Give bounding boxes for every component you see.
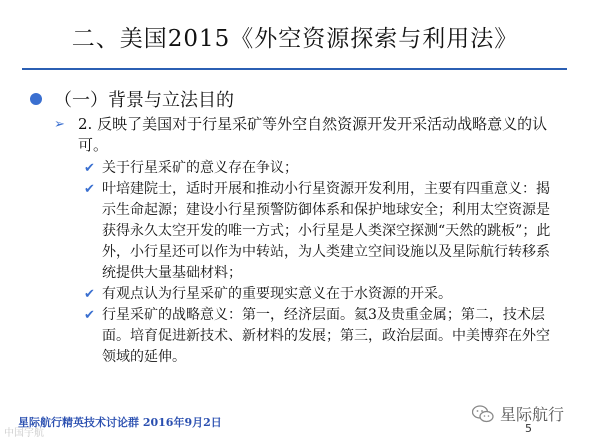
slide-title: 二、美国2015《外空资源探索与利用法》 (71, 26, 519, 52)
list-item (84, 158, 554, 179)
check-list (84, 158, 554, 368)
check-bullet-icon: ✔ (84, 182, 95, 197)
check-bullet-icon: ✔ (84, 287, 95, 302)
list-item (84, 284, 554, 305)
logo-text: 星际航行 (499, 405, 564, 424)
title-divider (22, 68, 567, 70)
check-bullet-icon: ✔ (84, 161, 95, 176)
footer-caption: 星际航行精英技术讨论群 2016年9月2日 (18, 416, 222, 429)
list-item-text: 叶培建院士，适时开展和推动小行星资源开发利用，主要有四重意义：揭示生命起源；建设小行星预警防御体系和保护地球安全；利用太空资源是获得永久太空开发的唯一方式；小行星是人类深空探测“天然的跳板”；此外，小行星还可以作为中转站，为人类建立空间设施以及星际航行转移系统提供大量基础材料； (102, 181, 551, 281)
list-item-text: 行星采矿的战略意义：第一，经济层面。氦3及贵重金属；第二，技术层面。培育促进新技术、新材料的发展；第三，政治层面。中美博弈在外空领域的延伸。 (102, 307, 550, 365)
filled-circle-bullet-icon (30, 93, 42, 105)
list-item-text: 关于行星采矿的意义存在争议； (102, 160, 298, 176)
list-item-text: 有观点认为行星采矿的重要现实意义在于水资源的开采。 (102, 286, 452, 302)
list-item (84, 179, 554, 284)
check-bullet-icon: ✔ (84, 308, 95, 323)
level1-heading (30, 86, 234, 112)
level2-paragraph (54, 114, 554, 156)
chevron-bullet-icon: ➢ (54, 117, 65, 132)
wechat-logo-icon (472, 405, 494, 423)
level2-text: 2. 反映了美国对于行星采矿等外空自然资源开发开采活动战略意义的认可。 (78, 115, 548, 154)
watermark: 中国宇航 (4, 428, 44, 439)
page-number: 5 (525, 422, 532, 435)
list-item (84, 305, 554, 368)
footer-logo (472, 402, 564, 425)
level1-text: （一）背景与立法目的 (54, 90, 234, 111)
